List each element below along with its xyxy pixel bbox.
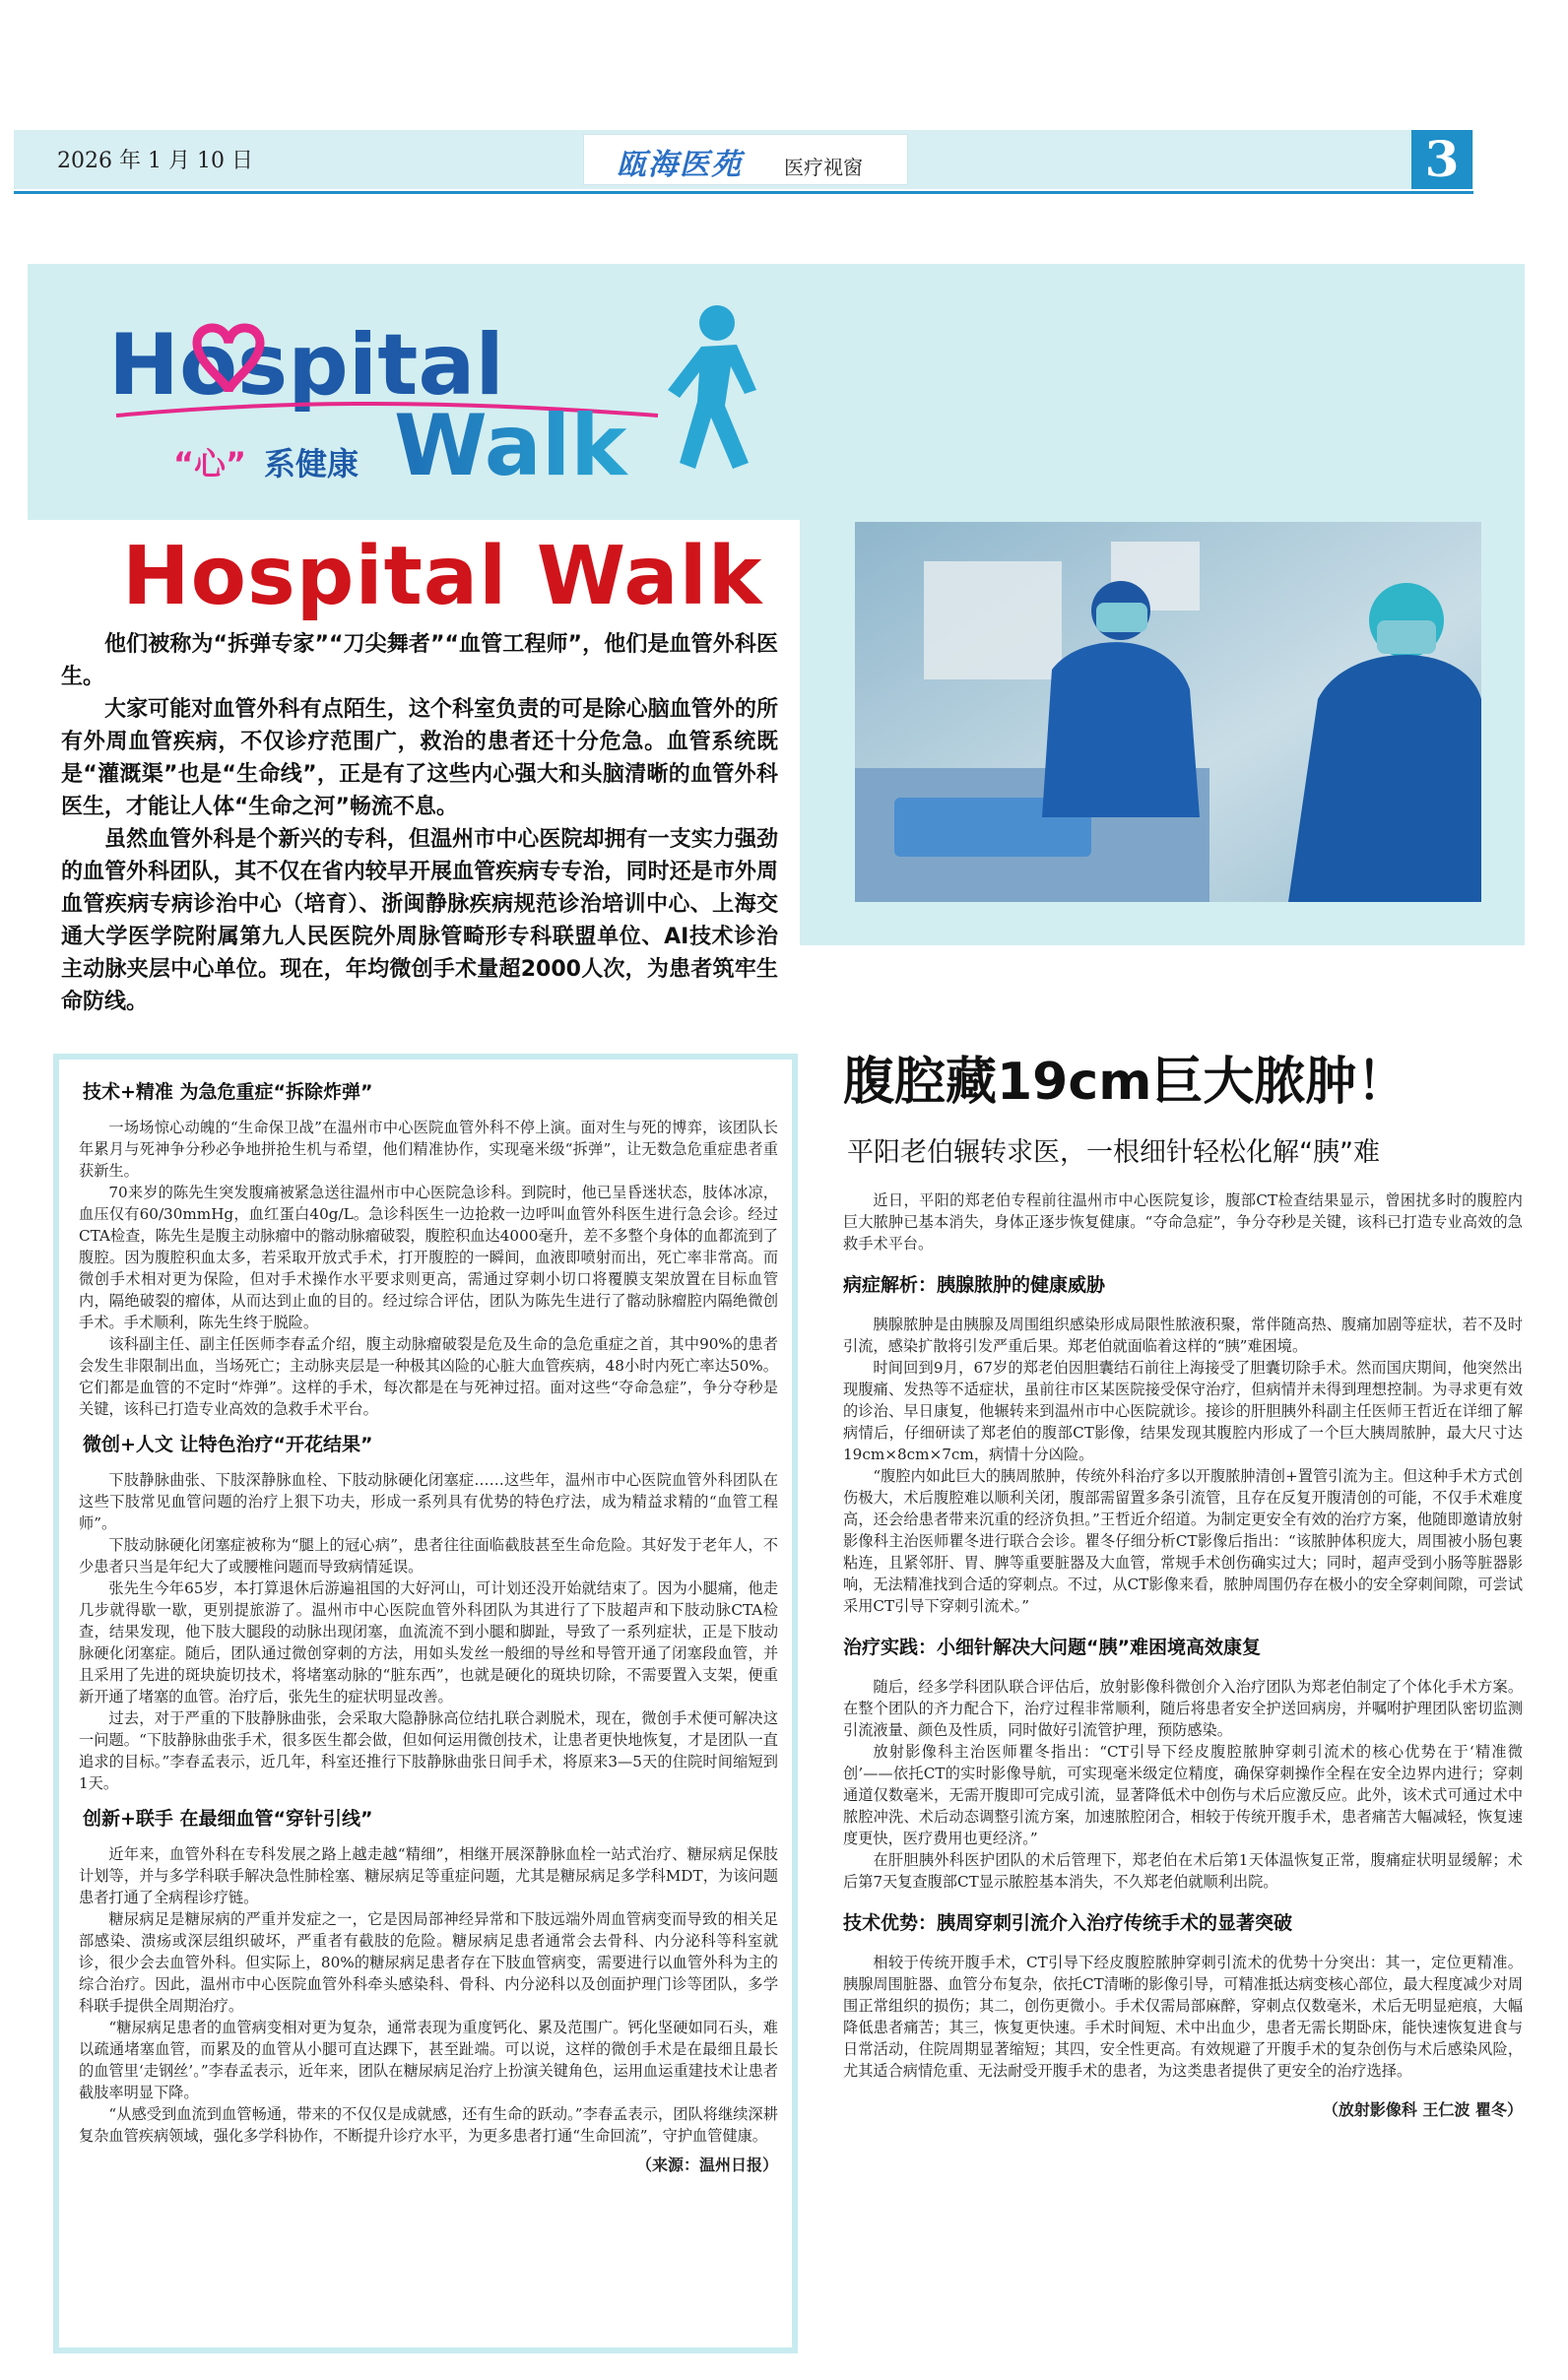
article-paragraph: 该科副主任、副主任医师李春孟介绍，腹主动脉瘤破裂是危及生命的急危重症之首，其中90%的患者会发生非限制出血，当场死亡；主动脉夹层是一种极其凶险的心脏大血管疾病，48小时内死亡率达50%。它们都是血管的不定时“炸弹”。这样的手术，每次都是在与死神过招。面对这些“夺命急症”，争分夺秒是关键，该科已打造专业高效的急救手术平台。 <box>79 1335 778 1418</box>
article-paragraph: 近年来，血管外科在专科发展之路上越走越“精细”，相继开展深静脉血栓一站式治疗、糖尿病足保肢计划等，并与多学科联手解决急性肺栓塞、糖尿病足等重症问题，尤其是糖尿病足多学科MDT，为该问题患者打通了全病程诊疗链。 <box>79 1845 778 1906</box>
masthead-title: 瓯海医苑 <box>617 148 743 182</box>
article-paragraph: 在肝胆胰外科医护团队的术后管理下，郑老伯在术后第1天体温恢复正常，腹痛症状明显缓解；术后第7天复查腹部CT显示脓腔基本消失，不久郑老伯就顺利出院。 <box>843 1851 1523 1891</box>
article-paragraph: 相较于传统开腹手术，CT引导下经皮腹腔脓肿穿刺引流术的优势十分突出：其一，定位更精准。胰腺周围脏器、血管分布复杂，依托CT清晰的影像引导，可精准抵达病变核心部位，最大程度减少对周围正常组织的损伤；其二，创伤更微小。手术仅需局部麻醉，穿刺点仅数毫米，术后无明显疤痕，大幅降低患者痛苦；其三，恢复更快速。手术时间短、术中出血少，患者无需长期卧床，能快速恢复进食与日常活动，住院周期显著缩短；其四，安全性更高。有效规避了开腹手术的复杂创伤与术后感染风险，尤其适合病情危重、无法耐受开腹手术的患者，为这类患者提供了更安全的治疗选择。 <box>843 1954 1524 2080</box>
article-paragraph: 一场场惊心动魄的“生命保卫战”在温州市中心医院血管外科不停上演。面对生与死的博弈，该团队长年累月与死神争分秒必争地拼抢生机与希望，他们精准协作，实现毫米级“拆弹”，让无数急危重症患者重获新生。 <box>79 1119 778 1180</box>
article-paragraph: 随后，经多学科团队联合评估后，放射影像科微创介入治疗团队为郑老伯制定了个体化手术方案。在整个团队的齐力配合下，治疗过程非常顺利，随后将患者安全护送回病房，并嘱咐护理团队密切监测引流液量、颜色及性质，同时做好引流管护理，预防感染。 <box>843 1678 1523 1739</box>
section-heading: 技术优势：胰周穿刺引流介入治疗传统手术的显著突破 <box>843 1912 1293 1934</box>
article-paragraph: 胰腺脓肿是由胰腺及周围组织感染形成局限性脓液积聚，常伴随高热、腹痛加剧等症状，若不及时引流，感染扩散将引发严重后果。郑老伯就面临着这样的“胰”难困境。 <box>843 1316 1523 1355</box>
article-paragraph: 张先生今年65岁，本打算退休后游遍祖国的大好河山，可计划还没开始就结束了。因为小腿痛，他走几步就得歇一歇，更别提旅游了。温州市中心医院血管外科团队为其进行了下肢超声和下肢动脉CTA检查，结果发现，他下肢大腿段的动脉出现闭塞，血流流不到小腿和脚趾，导致了一系列症状，正是下肢动脉硬化闭塞症。随后，团队通过微创穿刺的方法，用如头发丝一般细的导丝和导管开通了闭塞段血管，并且采用了先进的斑块旋切技术，将堵塞动脉的“脏东西”，也就是硬化的斑块切除，不需要置入支架，便重新开通了堵塞的血管。治疗后，张先生的症状明显改善。 <box>79 1579 778 1705</box>
article-paragraph: “从感受到血流到血管畅通，带来的不仅仅是成就感，还有生命的跃动。”李春孟表示，团队将继续深耕复杂血管疾病领域，强化多学科协作，不断提升诊疗水平，为更多患者打通“生命回流”，守护血管健康。 <box>79 2105 778 2145</box>
section-name: 医疗视窗 <box>784 156 863 179</box>
walking-person-icon <box>668 305 756 469</box>
section-heading: 病症解析：胰腺脓肿的健康威胁 <box>843 1274 1106 1296</box>
article-paragraph: “腹腔内如此巨大的胰周脓肿，传统外科治疗多以开腹脓肿清创+置管引流为主。但这种手术方式创伤极大，术后腹腔难以顺利关闭，腹部需留置多条引流管，且存在反复开腹清创的可能，不仅手术难度高，还会给患者带来沉重的经济负担。”王哲近介绍道。为制定更安全有效的治疗方案，他随即邀请放射影像科主治医师瞿冬进行联合会诊。瞿冬仔细分析CT影像后指出：“该脓肿体积庞大，周围被小肠包裹粘连，且紧邻肝、胃、脾等重要脏器及大血管，常规手术创伤确实过大；同时，超声受到小肠等脏器影响，无法精准找到合适的穿刺点。不过，从CT影像来看，脓肿周围仍存在极小的安全穿刺间隙，可尝试采用CT引导下穿刺引流术。” <box>843 1467 1524 1615</box>
intro-paragraph: 他们被称为“拆弹专家”“刀尖舞者”“血管工程师”，他们是血管外科医生。 <box>61 632 778 689</box>
article-lead: 近日，平阳的郑老伯专程前往温州市中心医院复诊，腹部CT检查结果显示，曾困扰多时的腹腔内巨大脓肿已基本消失，身体正逐步恢复健康。“夺命急症”，争分夺秒是关键，该科已打造专业高效的急救手术平台。 <box>843 1191 1523 1253</box>
article-paragraph: 70来岁的陈先生突发腹痛被紧急送往温州市中心医院急诊科。到院时，他已呈昏迷状态，肢体冰凉，血压仅有60/30mmHg，血红蛋白40g/L。急诊科医生一边抢救一边呼叫血管外科医生进行急会诊。经过CTA检查，陈先生是腹主动脉瘤中的髂动脉瘤破裂，腹腔积血达4000毫升，差不多整个身体的血都流到了腹腔。因为腹腔积血太多，若采取开放式手术，打开腹腔的一瞬间，血液即喷射而出，死亡率非常高。而微创手术相对更为保险，但对手术操作水平要求则更高，需通过穿刺小切口将覆膜支架放置在目标血管内，隔绝破裂的瘤体，从而达到止血的目的。经过综合评估，团队为陈先生进行了髂动脉瘤腔内隔绝微创手术。手术顺利，陈先生终于脱险。 <box>79 1184 778 1331</box>
logo-walk: Walk <box>394 397 627 492</box>
feature-intro <box>61 628 778 1018</box>
article-source: （放射影像科 王仁波 瞿冬） <box>1322 2100 1523 2119</box>
article-paragraph: 糖尿病足是糖尿病的严重并发症之一，它是因局部神经异常和下肢远端外周血管病变而导致的相关足部感染、溃疡或深层组织破坏，严重者有截肢的危险。糖尿病足患者通常会去骨科、内分泌科等科室就诊，很少会去血管外科。但实际上，80%的糖尿病足患者存在下肢血管病变，需要进行以血管外科为主的综合治疗。因此，温州市中心医院血管外科牵头感染科、骨科、内分泌科以及创面护理门诊等团队，多学科联手提供全周期治疗。 <box>79 1910 778 2015</box>
left-article <box>79 1077 778 2176</box>
article-paragraph: 放射影像科主治医师瞿冬指出：“CT引导下经皮腹腔脓肿穿刺引流术的核心优势在于‘精准微创’——依托CT的实时影像导航，可实现毫米级定位精度，确保穿刺操作全程在安全边界内进行；穿刺通道仅数毫米，无需开腹即可完成引流，显著降低术中创伤与术后应激反应。此外，该术式可通过术中脓腔冲洗、术后动态调整引流方案，加速脓腔闭合，相较于传统开腹手术，患者痛苦大幅减轻，恢复速度更快，医疗费用也更经济。” <box>843 1743 1523 1847</box>
logo-h: Hospital <box>108 316 504 415</box>
issue-date: 2026 年 1 月 10 日 <box>57 149 253 173</box>
article-paragraph: 过去，对于严重的下肢静脉曲张，会采取大隐静脉高位结扎联合剥脱术，现在，微创手术便可解决这一问题。“下肢静脉曲张手术，很多医生都会做，但如何运用微创技术，让患者更快地恢复，才是团队一直追求的目标。”李春孟表示，近几年，科室还推行下肢静脉曲张日间手术，将原来3—5天的住院时间缩短到1天。 <box>79 1709 778 1792</box>
logo-sub-quote: “心” <box>173 445 247 482</box>
section-heading: 创新+联手 在最细血管“穿针引线” <box>83 1808 373 1830</box>
header-rule <box>14 191 1473 194</box>
feature-title: Hospital Walk <box>122 530 763 623</box>
surgery-photo <box>855 522 1481 902</box>
hospital-walk-logo <box>106 295 796 492</box>
article-paragraph: 下肢静脉曲张、下肢深静脉血栓、下肢动脉硬化闭塞症……这些年，温州市中心医院血管外科团队在这些下肢常见血管问题的治疗上狠下功夫，形成一系列具有优势的特色疗法，成为精益求精的“血管工程师”。 <box>79 1471 778 1532</box>
article-paragraph: 下肢动脉硬化闭塞症被称为“腿上的冠心病”，患者往往面临截肢甚至生命危险。其好发于老年人，不少患者只当是年纪大了或腰椎问题而导致病情延误。 <box>79 1536 778 1576</box>
intro-paragraph: 虽然血管外科是个新兴的专科，但温州市中心医院却拥有一支实力强劲的血管外科团队，其不仅在省内较早开展血管疾病专专治，同时还是市外周血管疾病专病诊治中心（培育）、浙闽静脉疾病规范诊治培训中心、上海交通大学医学院附属第九人民医院外周脉管畸形专科联盟单位、AI技术诊治主动脉夹层中心单位。现在，年均微创手术量超2000人次，为患者筑牢生命防线。 <box>61 827 778 1014</box>
right-article <box>843 1190 1523 2121</box>
right-article-title: 腹腔藏19cm巨大脓肿！ <box>843 1053 1408 1112</box>
article-paragraph: “糖尿病足患者的血管病变相对更为复杂，通常表现为重度钙化、累及范围广。钙化坚硬如同石头，难以疏通堵塞血管，而累及的血管从小腿可直达踝下，甚至趾端。可以说，这样的微创手术是在最细且最长的血管里‘走钢丝’。”李春孟表示，近年来，团队在糖尿病足治疗上扮演关键角色，运用血运重建技术让患者截肢率明显下降。 <box>79 2019 778 2101</box>
section-heading: 微创+人文 让特色治疗“开花结果” <box>83 1434 373 1455</box>
section-heading: 技术+精准 为急危重症“拆除炸弹” <box>83 1081 373 1103</box>
right-article-subtitle: 平阳老伯辗转求医，一根细针轻松化解“胰”难 <box>847 1137 1380 1168</box>
page-number: 3 <box>1411 130 1472 189</box>
article-source: （来源：温州日报） <box>635 2155 778 2174</box>
section-heading: 治疗实践：小细针解决大问题“胰”难困境高效康复 <box>843 1637 1261 1658</box>
logo-sub-text: 系健康 <box>264 445 359 482</box>
article-paragraph: 时间回到9月，67岁的郑老伯因胆囊结石前往上海接受了胆囊切除手术。然而国庆期间，他突然出现腹痛、发热等不适症状，虽前往市区某医院接受保守治疗，但病情并未得到理想控制。为寻求更有效的诊治、早日康复，他辗转来到温州市中心医院就诊。接诊的肝胆胰外科副主任医师王哲近在详细了解病情后，仔细研读了郑老伯的腹部CT影像，结果发现其腹腔内形成了一个巨大胰周脓肿，最大尺寸达19cm×8cm×7cm，病情十分凶险。 <box>843 1359 1523 1463</box>
intro-paragraph: 大家可能对血管外科有点陌生，这个科室负责的可是除心脑血管外的所有外周血管疾病，不仅诊疗范围广，救治的患者还十分危急。血管系统既是“灌溉渠”也是“生命线”，正是有了这些内心强大和头脑清晰的血管外科医生，才能让人体“生命之河”畅流不息。 <box>61 697 778 819</box>
